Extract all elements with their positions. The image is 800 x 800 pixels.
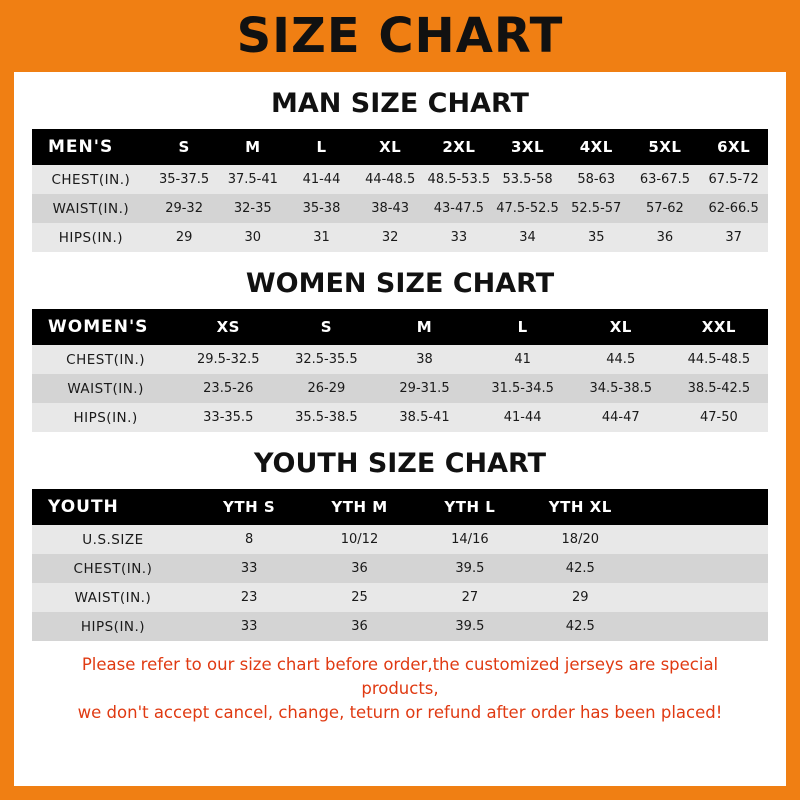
women-header-l: L: [474, 309, 572, 345]
table-row: [32, 612, 768, 641]
youth-header-empty: [635, 489, 768, 525]
footer-note: [32, 653, 768, 725]
men-header-4xl: 4XL: [562, 129, 631, 165]
women-chest-xxl: 44.5-48.5: [670, 345, 768, 374]
women-waist-xxl: 38.5-42.5: [670, 374, 768, 403]
youth-chest-s: 33: [194, 554, 304, 583]
table-header-row: [32, 309, 768, 345]
women-hips-m: 38.5-41: [375, 403, 473, 432]
youth-ussize-s: 8: [194, 525, 304, 554]
content: [14, 88, 786, 725]
men-chest-xl: 44-48.5: [356, 165, 425, 194]
youth-row-chest-label: CHEST(IN.): [32, 554, 194, 583]
women-waist-xs: 23.5-26: [179, 374, 277, 403]
women-header-xxl: XXL: [670, 309, 768, 345]
men-waist-5xl: 57-62: [631, 194, 700, 223]
youth-hips-empty: [635, 612, 768, 641]
youth-chest-xl: 42.5: [525, 554, 635, 583]
men-chest-6xl: 67.5-72: [699, 165, 768, 194]
youth-header-label: YOUTH: [32, 489, 194, 525]
men-header-s: S: [150, 129, 219, 165]
youth-ussize-xl: 18/20: [525, 525, 635, 554]
youth-header-s: YTH S: [194, 489, 304, 525]
men-hips-3xl: 34: [493, 223, 562, 252]
youth-waist-empty: [635, 583, 768, 612]
men-hips-s: 29: [150, 223, 219, 252]
men-row-chest-label: CHEST(IN.): [32, 165, 150, 194]
women-hips-s: 35.5-38.5: [277, 403, 375, 432]
men-waist-3xl: 47.5-52.5: [493, 194, 562, 223]
youth-row-ussize-label: U.S.SIZE: [32, 525, 194, 554]
table-row: [32, 345, 768, 374]
women-hips-xxl: 47-50: [670, 403, 768, 432]
women-row-chest-label: CHEST(IN.): [32, 345, 179, 374]
women-section-title: WOMEN SIZE CHART: [245, 268, 555, 299]
youth-header-xl: YTH XL: [525, 489, 635, 525]
youth-hips-m: 36: [304, 612, 414, 641]
men-chest-2xl: 48.5-53.5: [425, 165, 494, 194]
footer-note-line1: Please refer to our size chart before order,the customized jerseys are special products,: [81, 655, 719, 698]
men-hips-6xl: 37: [699, 223, 768, 252]
youth-chest-l: 39.5: [415, 554, 525, 583]
table-row: [32, 525, 768, 554]
youth-waist-m: 25: [304, 583, 414, 612]
men-chest-m: 37.5-41: [218, 165, 287, 194]
men-section-title: MAN SIZE CHART: [271, 88, 529, 119]
youth-ussize-empty: [635, 525, 768, 554]
youth-section-title: YOUTH SIZE CHART: [253, 448, 547, 479]
men-header-xl: XL: [356, 129, 425, 165]
table-header-row: [32, 489, 768, 525]
youth-header-m: YTH M: [304, 489, 414, 525]
women-hips-xl: 44-47: [572, 403, 670, 432]
women-waist-s: 26-29: [277, 374, 375, 403]
women-waist-xl: 34.5-38.5: [572, 374, 670, 403]
youth-header-l: YTH L: [415, 489, 525, 525]
table-row: [32, 165, 768, 194]
women-size-table: [32, 309, 768, 432]
men-size-table: [32, 129, 768, 252]
men-waist-6xl: 62-66.5: [699, 194, 768, 223]
men-chest-3xl: 53.5-58: [493, 165, 562, 194]
men-header-2xl: 2XL: [425, 129, 494, 165]
men-hips-xl: 32: [356, 223, 425, 252]
youth-hips-l: 39.5: [415, 612, 525, 641]
table-row: [32, 583, 768, 612]
men-chest-l: 41-44: [287, 165, 356, 194]
men-chest-5xl: 63-67.5: [631, 165, 700, 194]
men-hips-4xl: 35: [562, 223, 631, 252]
table-row: [32, 223, 768, 252]
banner: [14, 0, 786, 72]
youth-hips-s: 33: [194, 612, 304, 641]
women-row-hips-label: HIPS(IN.): [32, 403, 179, 432]
youth-waist-l: 27: [415, 583, 525, 612]
men-header-label: MEN'S: [32, 129, 150, 165]
men-header-3xl: 3XL: [493, 129, 562, 165]
women-hips-l: 41-44: [474, 403, 572, 432]
men-row-hips-label: HIPS(IN.): [32, 223, 150, 252]
youth-waist-s: 23: [194, 583, 304, 612]
banner-title: SIZE CHART: [236, 8, 564, 64]
youth-size-table: [32, 489, 768, 641]
women-waist-m: 29-31.5: [375, 374, 473, 403]
men-row-waist-label: WAIST(IN.): [32, 194, 150, 223]
men-waist-4xl: 52.5-57: [562, 194, 631, 223]
women-chest-s: 32.5-35.5: [277, 345, 375, 374]
table-row: [32, 403, 768, 432]
table-row: [32, 554, 768, 583]
youth-row-hips-label: HIPS(IN.): [32, 612, 194, 641]
men-header-l: L: [287, 129, 356, 165]
youth-waist-xl: 29: [525, 583, 635, 612]
footer-note-line2: we don't accept cancel, change, teturn or refund after order has been placed!: [77, 702, 723, 722]
women-header-s: S: [277, 309, 375, 345]
women-chest-l: 41: [474, 345, 572, 374]
women-header-label: WOMEN'S: [32, 309, 179, 345]
youth-ussize-l: 14/16: [415, 525, 525, 554]
youth-hips-xl: 42.5: [525, 612, 635, 641]
table-header-row: [32, 129, 768, 165]
women-row-waist-label: WAIST(IN.): [32, 374, 179, 403]
men-header-5xl: 5XL: [631, 129, 700, 165]
men-chest-4xl: 58-63: [562, 165, 631, 194]
men-waist-xl: 38-43: [356, 194, 425, 223]
women-hips-xs: 33-35.5: [179, 403, 277, 432]
men-hips-l: 31: [287, 223, 356, 252]
men-waist-s: 29-32: [150, 194, 219, 223]
men-hips-2xl: 33: [425, 223, 494, 252]
men-waist-2xl: 43-47.5: [425, 194, 494, 223]
youth-chest-m: 36: [304, 554, 414, 583]
bottom-accent-bar: [14, 786, 786, 800]
men-header-m: M: [218, 129, 287, 165]
men-waist-l: 35-38: [287, 194, 356, 223]
women-header-xl: XL: [572, 309, 670, 345]
youth-ussize-m: 10/12: [304, 525, 414, 554]
women-chest-m: 38: [375, 345, 473, 374]
youth-chest-empty: [635, 554, 768, 583]
men-hips-m: 30: [218, 223, 287, 252]
table-row: [32, 194, 768, 223]
women-header-m: M: [375, 309, 473, 345]
men-chest-s: 35-37.5: [150, 165, 219, 194]
men-hips-5xl: 36: [631, 223, 700, 252]
men-waist-m: 32-35: [218, 194, 287, 223]
women-waist-l: 31.5-34.5: [474, 374, 572, 403]
table-row: [32, 374, 768, 403]
women-chest-xl: 44.5: [572, 345, 670, 374]
youth-row-waist-label: WAIST(IN.): [32, 583, 194, 612]
women-header-xs: XS: [179, 309, 277, 345]
men-header-6xl: 6XL: [699, 129, 768, 165]
women-chest-xs: 29.5-32.5: [179, 345, 277, 374]
